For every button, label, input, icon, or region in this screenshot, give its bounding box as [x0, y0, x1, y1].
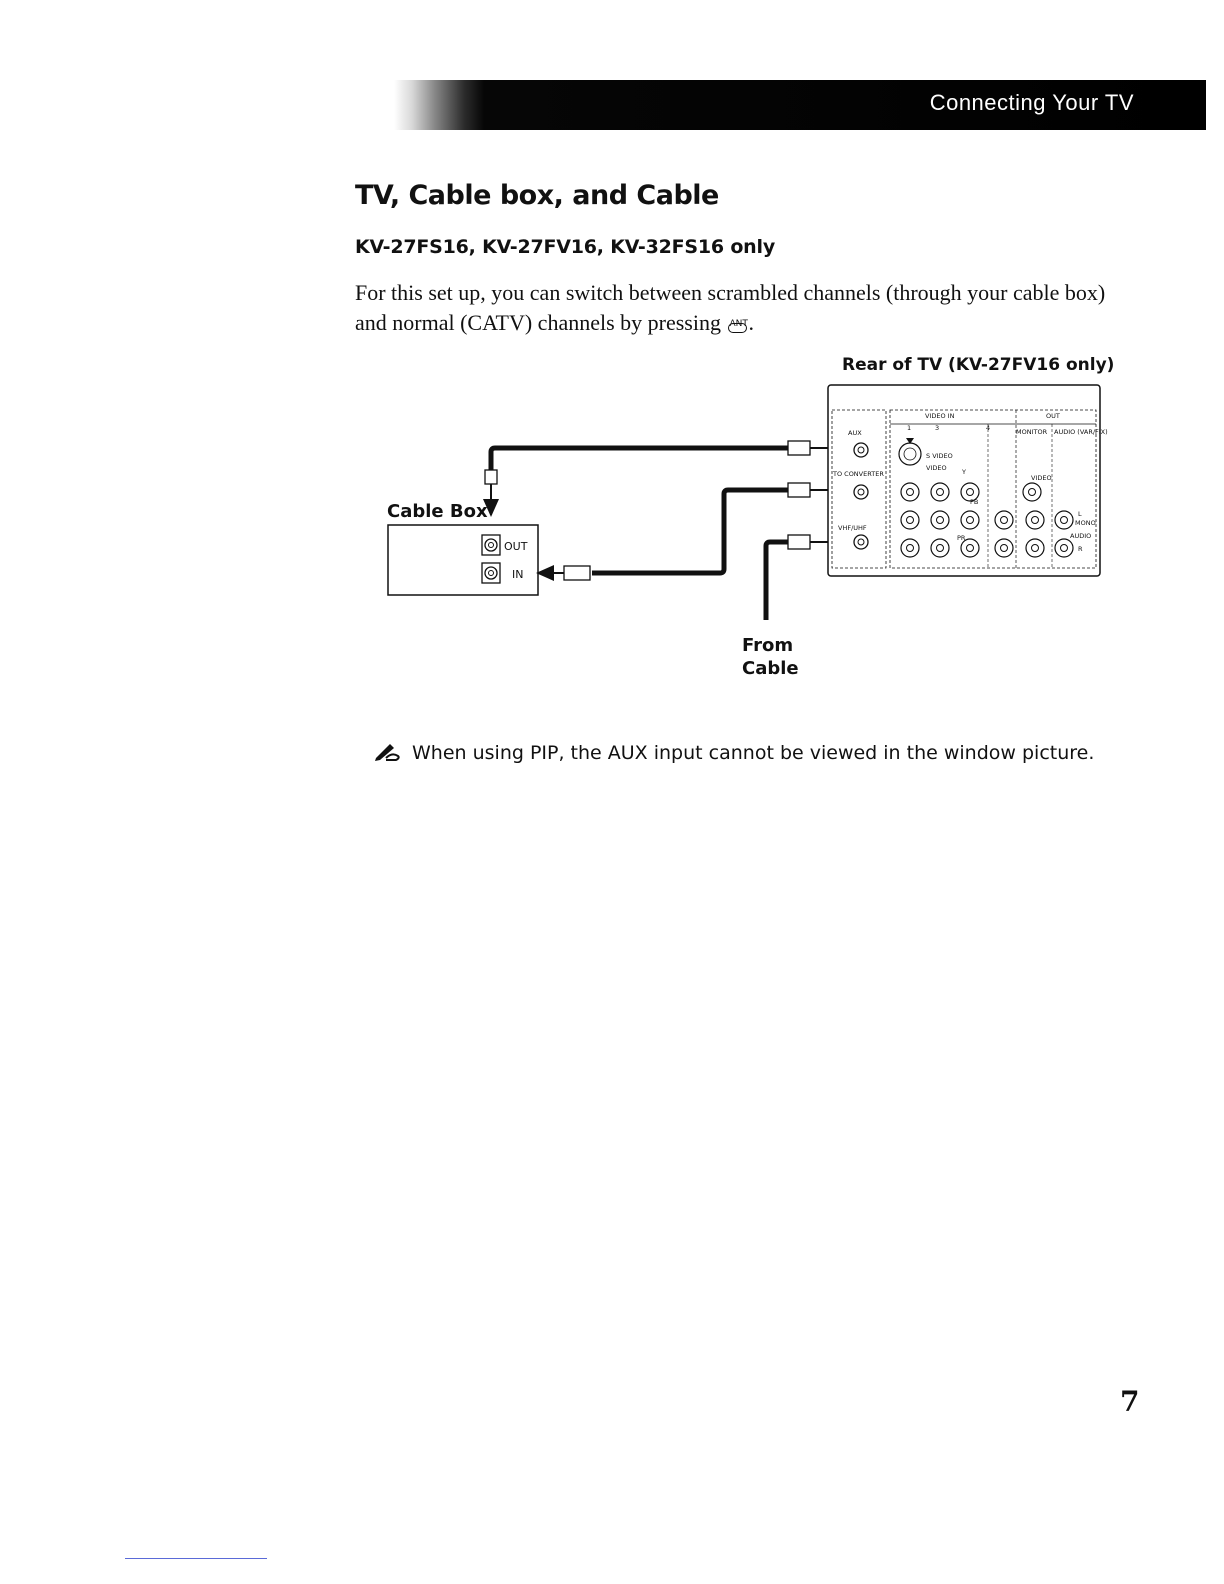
model-list: KV-27FS16, KV-27FV16, KV-32FS16 only — [355, 236, 776, 258]
note — [372, 740, 1094, 764]
cable-box — [388, 525, 538, 595]
tv-input-1-label: 1 — [907, 424, 912, 432]
body-text — [355, 278, 1115, 338]
tv-to-converter-label: TO CONVERTER — [833, 470, 884, 478]
tv-pb-label: PB — [970, 498, 979, 506]
tv-rear-panel — [828, 385, 1108, 576]
header-title: Connecting Your TV — [929, 90, 1134, 115]
cable-out-to-aux — [485, 441, 848, 515]
header-bar — [394, 80, 1206, 130]
body-text-main: For this set up, you can switch between scrambled channels (through your cable box) and normal (CATV) channels by pressing — [355, 280, 1106, 335]
tv-mono-label: MONO — [1075, 519, 1096, 527]
tv-out-label: OUT — [1046, 412, 1060, 420]
tv-pr-label: PR — [957, 534, 966, 542]
tv-l-label: L — [1078, 510, 1082, 518]
cable-in-to-converter — [538, 483, 848, 580]
footer-rule — [125, 1558, 267, 1559]
tv-audio-var-fix-label: AUDIO (VAR/FIX) — [1054, 428, 1108, 436]
ant-button-label: ANT — [729, 319, 748, 329]
tv-video-label: VIDEO — [926, 464, 947, 472]
connection-diagram — [380, 380, 1110, 620]
from-cable-line2: Cable — [742, 658, 799, 679]
diagram-caption: Rear of TV (KV-27FV16 only) — [842, 355, 1115, 375]
tv-input-4-label: 4 — [986, 424, 991, 432]
tv-monitor-label: MONITOR — [1016, 428, 1048, 436]
page-number: 7 — [1120, 1385, 1140, 1418]
tv-audio-label: AUDIO — [1070, 532, 1092, 540]
cable-box-out-label: OUT — [504, 540, 528, 553]
ant-button-icon — [726, 312, 748, 334]
body-text-end: . — [748, 310, 754, 335]
tv-vhf-uhf-label: VHF/UHF — [838, 524, 867, 532]
tv-input-3-label: 3 — [935, 424, 940, 432]
cable-box-out-jack — [482, 535, 500, 555]
note-text: When using PIP, the AUX input cannot be viewed in the window picture. — [412, 742, 1095, 764]
cable-box-in-label: IN — [512, 568, 524, 581]
from-cable-label — [742, 634, 799, 680]
from-cable-line1: From — [742, 635, 794, 656]
tv-y-label: Y — [962, 468, 966, 476]
note-pencil-icon — [372, 740, 404, 762]
tv-aux-label: AUX — [848, 429, 862, 437]
section-title: TV, Cable box, and Cable — [355, 180, 719, 211]
cable-box-label: Cable Box — [387, 501, 488, 522]
tv-monitor-video-label: VIDEO — [1031, 474, 1052, 482]
tv-video-in-label: VIDEO IN — [925, 412, 955, 420]
tv-s-video-label: S VIDEO — [926, 452, 953, 460]
ant-button-shape — [728, 323, 747, 333]
cable-box-in-jack — [482, 563, 500, 583]
tv-r-label: R — [1078, 545, 1083, 553]
